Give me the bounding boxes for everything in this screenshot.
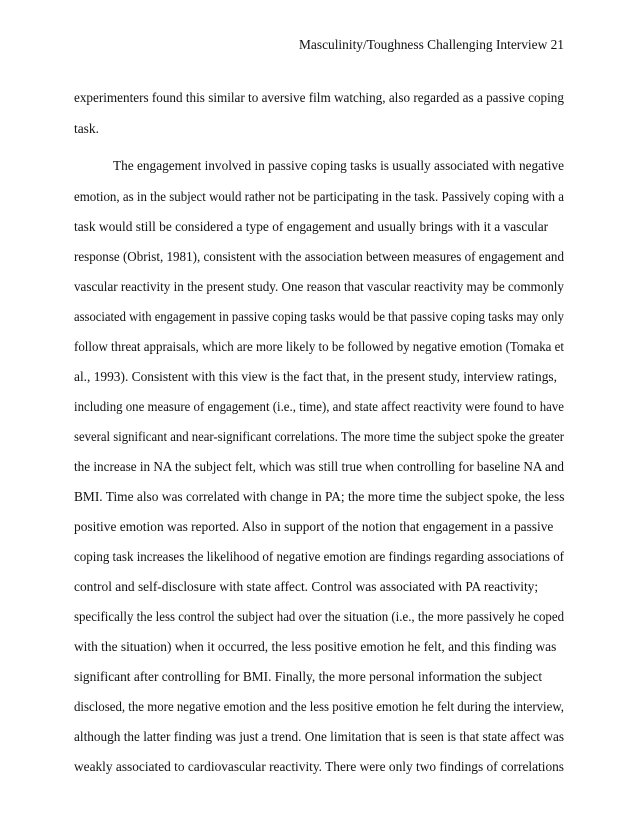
body-line: vascular reactivity in the present study. One reason that vascular reactivity may be commonly xyxy=(74,279,564,294)
body-line: with the situation) when it occurred, the less positive emotion he felt, and this finding was xyxy=(74,639,557,654)
body-line: including one measure of engagement (i.e., time), and state affect reactivity were found to have xyxy=(74,399,564,414)
body-line: task. xyxy=(74,121,99,136)
body-line: significant after controlling for BMI. Finally, the more personal information the subject xyxy=(74,669,543,684)
body-line: al., 1993). Consistent with this view is the fact that, in the present study, interview ratings, xyxy=(74,369,557,384)
body-line: BMI. Time also was correlated with change in PA; the more time the subject spoke, the less xyxy=(74,489,565,504)
body-line: disclosed, the more negative emotion and the less positive emotion he felt during the interview, xyxy=(74,699,564,714)
body-line: several significant and near-significant correlations. The more time the subject spoke the greater xyxy=(74,429,565,444)
paragraph-first-line: The engagement involved in passive coping tasks is usually associated with negative xyxy=(113,158,565,173)
body-line: positive emotion was reported. Also in support of the notion that engagement in a passive xyxy=(74,519,554,534)
body-line: experimenters found this similar to aversive film watching, also regarded as a passive coping xyxy=(74,90,564,105)
running-head: Masculinity/Toughness Challenging Interview 21 xyxy=(299,37,564,52)
body-line: weakly associated to cardiovascular reactivity. There were only two findings of correlations xyxy=(74,759,565,774)
body-line: control and self-disclosure with state affect. Control was associated with PA reactivity; xyxy=(74,579,539,594)
body-line: associated with engagement in passive coping tasks would be that passive coping tasks may only xyxy=(74,309,564,324)
body-line: specifically the less control the subject had over the situation (i.e., the more passively he coped xyxy=(74,609,565,624)
body-line: response (Obrist, 1981), consistent with the association between measures of engagement and xyxy=(74,249,564,264)
body-line: although the latter finding was just a trend. One limitation that is seen is that state affect was xyxy=(74,729,564,744)
body-line: the increase in NA the subject felt, which was still true when controlling for baseline NA and xyxy=(74,459,565,474)
body-line: follow threat appraisals, which are more likely to be followed by negative emotion (Tomaka et xyxy=(74,339,565,354)
body-line: task would still be considered a type of engagement and usually brings with it a vascular xyxy=(74,219,549,234)
body-line: coping task increases the likelihood of negative emotion are findings regarding associations of xyxy=(74,549,565,564)
body-line: emotion, as in the subject would rather not be participating in the task. Passively coping with a xyxy=(74,189,565,204)
